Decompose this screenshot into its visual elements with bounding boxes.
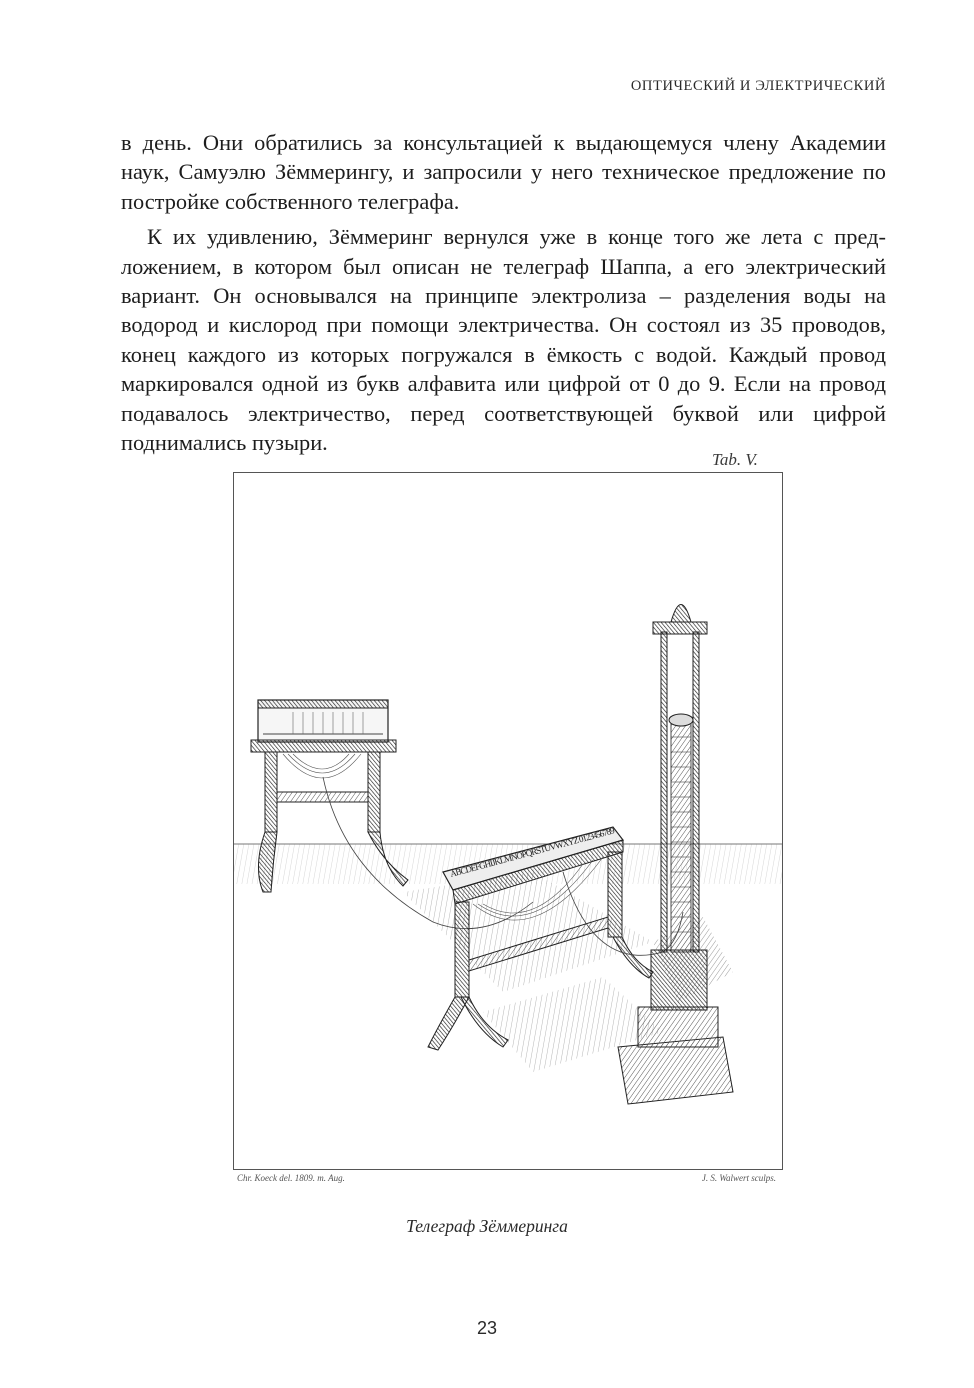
paragraph-2: К их удивлению, Зёммеринг вернулся уже в конце того же лета с предложением, в котором был описан не телеграф Шаппа, а его электрический вариант. Он основывался на принципе электролиза – разделения воды на водород и кислород при помощи электричества. Он состоял из 35 проводов, конец каждого из которых погружался в ёмкость с водой. Каждый провод маркировался одной из букв алфавита или цифрой от 0 до 9. Если на провод подавалось электричество, перед соответствующей буквой или цифрой поднимались пузыри. xyxy=(121,224,886,456)
figure-caption: Телеграф Зёммеринга xyxy=(406,1216,568,1236)
plate-label: Tab. V. xyxy=(712,450,758,469)
engraving-credit-engraver: J. S. Walwert sculps. xyxy=(701,1173,776,1183)
running-head: ОПТИЧЕСКИЙ И ЭЛЕКТРИЧЕСКИЙ xyxy=(630,78,886,94)
page-number: 23 xyxy=(476,1318,498,1338)
engraving-credit-draftsman: Chr. Koeck del. 1809. m. Aug. xyxy=(237,1173,345,1183)
transmitter-alphabet-label: ABCDEFGHIJKLMNOPQRSTUVWXYZ 0123456789 xyxy=(448,825,616,879)
body-text xyxy=(121,128,886,457)
paragraph-1: в день. Они обратились за консультацией к выдающемуся члену Академии наук, Самуэлю Зёммерингу, и запросили у него техническое предложение по постройке собственного телеграфа. xyxy=(121,130,886,214)
telegraph-engraving xyxy=(233,472,783,1170)
